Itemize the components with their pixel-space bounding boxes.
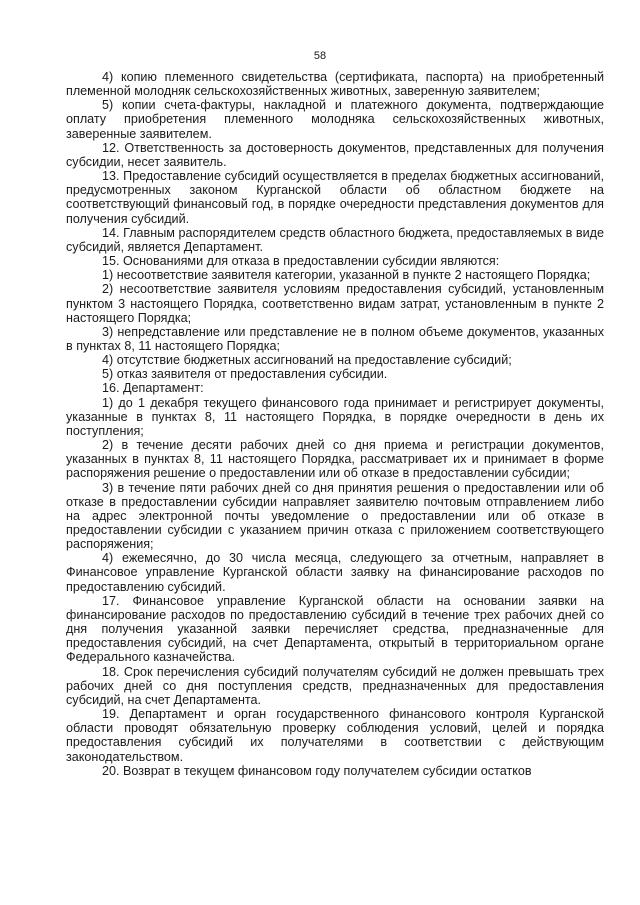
paragraph: 18. Срок перечисления субсидий получателям субсидий не должен превышать трех рабочих дней со дня поступления средств, предназначенных для предоставления субсидий, на счет Департамента. (66, 664, 604, 707)
paragraph: 3) непредставление или представление не в полном объеме документов, указанных в пунктах 8, 11 настоящего Порядка; (66, 324, 604, 353)
paragraph: 4) копию племенного свидетельства (сертификата, паспорта) на приобретенный племенной молодняк сельскохозяйственных животных, заверенную заявителем; (66, 70, 604, 99)
document-body (66, 70, 604, 778)
paragraph: 3) в течение пяти рабочих дней со дня принятия решения о предоставлении или об отказе в предоставлении субсидии направляет заявителю почтовым отправлением либо на адрес электронной почты уведомление о предоставлении или об отказе в предоставлении субсидии с указанием причин отказа с приложением соответствующего распоряжения; (66, 480, 604, 552)
paragraph: 20. Возврат в текущем финансовом году получателем субсидии остатков (102, 763, 532, 778)
paragraph: 2) несоответствие заявителя условиям предоставления субсидий, установленным пунктом 3 настоящего Порядка, соответственно видам затрат, установленным в пункте 2 настоящего Порядка; (66, 282, 604, 325)
paragraph: 12. Ответственность за достоверность документов, представленных для получения субсидии, несет заявитель. (66, 140, 604, 169)
page-number: 58 (313, 50, 327, 62)
paragraph: 15. Основаниями для отказа в предоставлении субсидии являются: (102, 254, 500, 269)
paragraph: 16. Департамент: (102, 381, 204, 396)
paragraph: 19. Департамент и орган государственного финансового контроля Курганской области проводят обязательную проверку соблюдения условий, целей и порядка предоставления субсидий их получателями в соответствии с действующим законодательством. (66, 707, 604, 764)
paragraph: 4) ежемесячно, до 30 числа месяца, следующего за отчетным, направляет в Финансовое управление Курганской области заявку на финансирование расходов по предоставлению субсидий. (66, 551, 604, 594)
paragraph: 13. Предоставление субсидий осуществляется в пределах бюджетных ассигнований, предусмотренных законом Курганской области об областном бюджете на соответствующий финансовый год, в порядке очередности представления документов для получения субсидий. (66, 169, 604, 226)
paragraph: 2) в течение десяти рабочих дней со дня приема и регистрации документов, указанных в пунктах 8, 11 настоящего Порядка, рассматривает их и принимает в форме распоряжения решение о предоставлении или об отказе в предоставлении субсидии; (66, 438, 604, 481)
paragraph: 4) отсутствие бюджетных ассигнований на предоставление субсидий; (102, 353, 512, 368)
paragraph: 17. Финансовое управление Курганской области на основании заявки на финансирование расходов по предоставлению субсидий в течение трех рабочих дней со дня получения указанной заявки перечисляет средства, предназначенные для предоставления субсидий, на счет Департамента, открытый в территориальном органе Федерального казначейства. (66, 593, 604, 665)
paragraph: 5) копии счета-фактуры, накладной и платежного документа, подтверждающие оплату приобретения племенного молодняка сельскохозяйственных животных, заверенные заявителем. (66, 98, 604, 141)
paragraph: 1) несоответствие заявителя категории, указанной в пункте 2 настоящего Порядка; (102, 268, 591, 283)
paragraph: 14. Главным распорядителем средств областного бюджета, предоставляемых в виде субсидий, является Департамент. (66, 225, 604, 254)
paragraph: 1) до 1 декабря текущего финансового года принимает и регистрирует документы, указанные в пунктах 8, 11 настоящего Порядка, в порядке очередности в день их поступления; (66, 395, 604, 438)
paragraph: 5) отказ заявителя от предоставления субсидии. (102, 367, 388, 382)
